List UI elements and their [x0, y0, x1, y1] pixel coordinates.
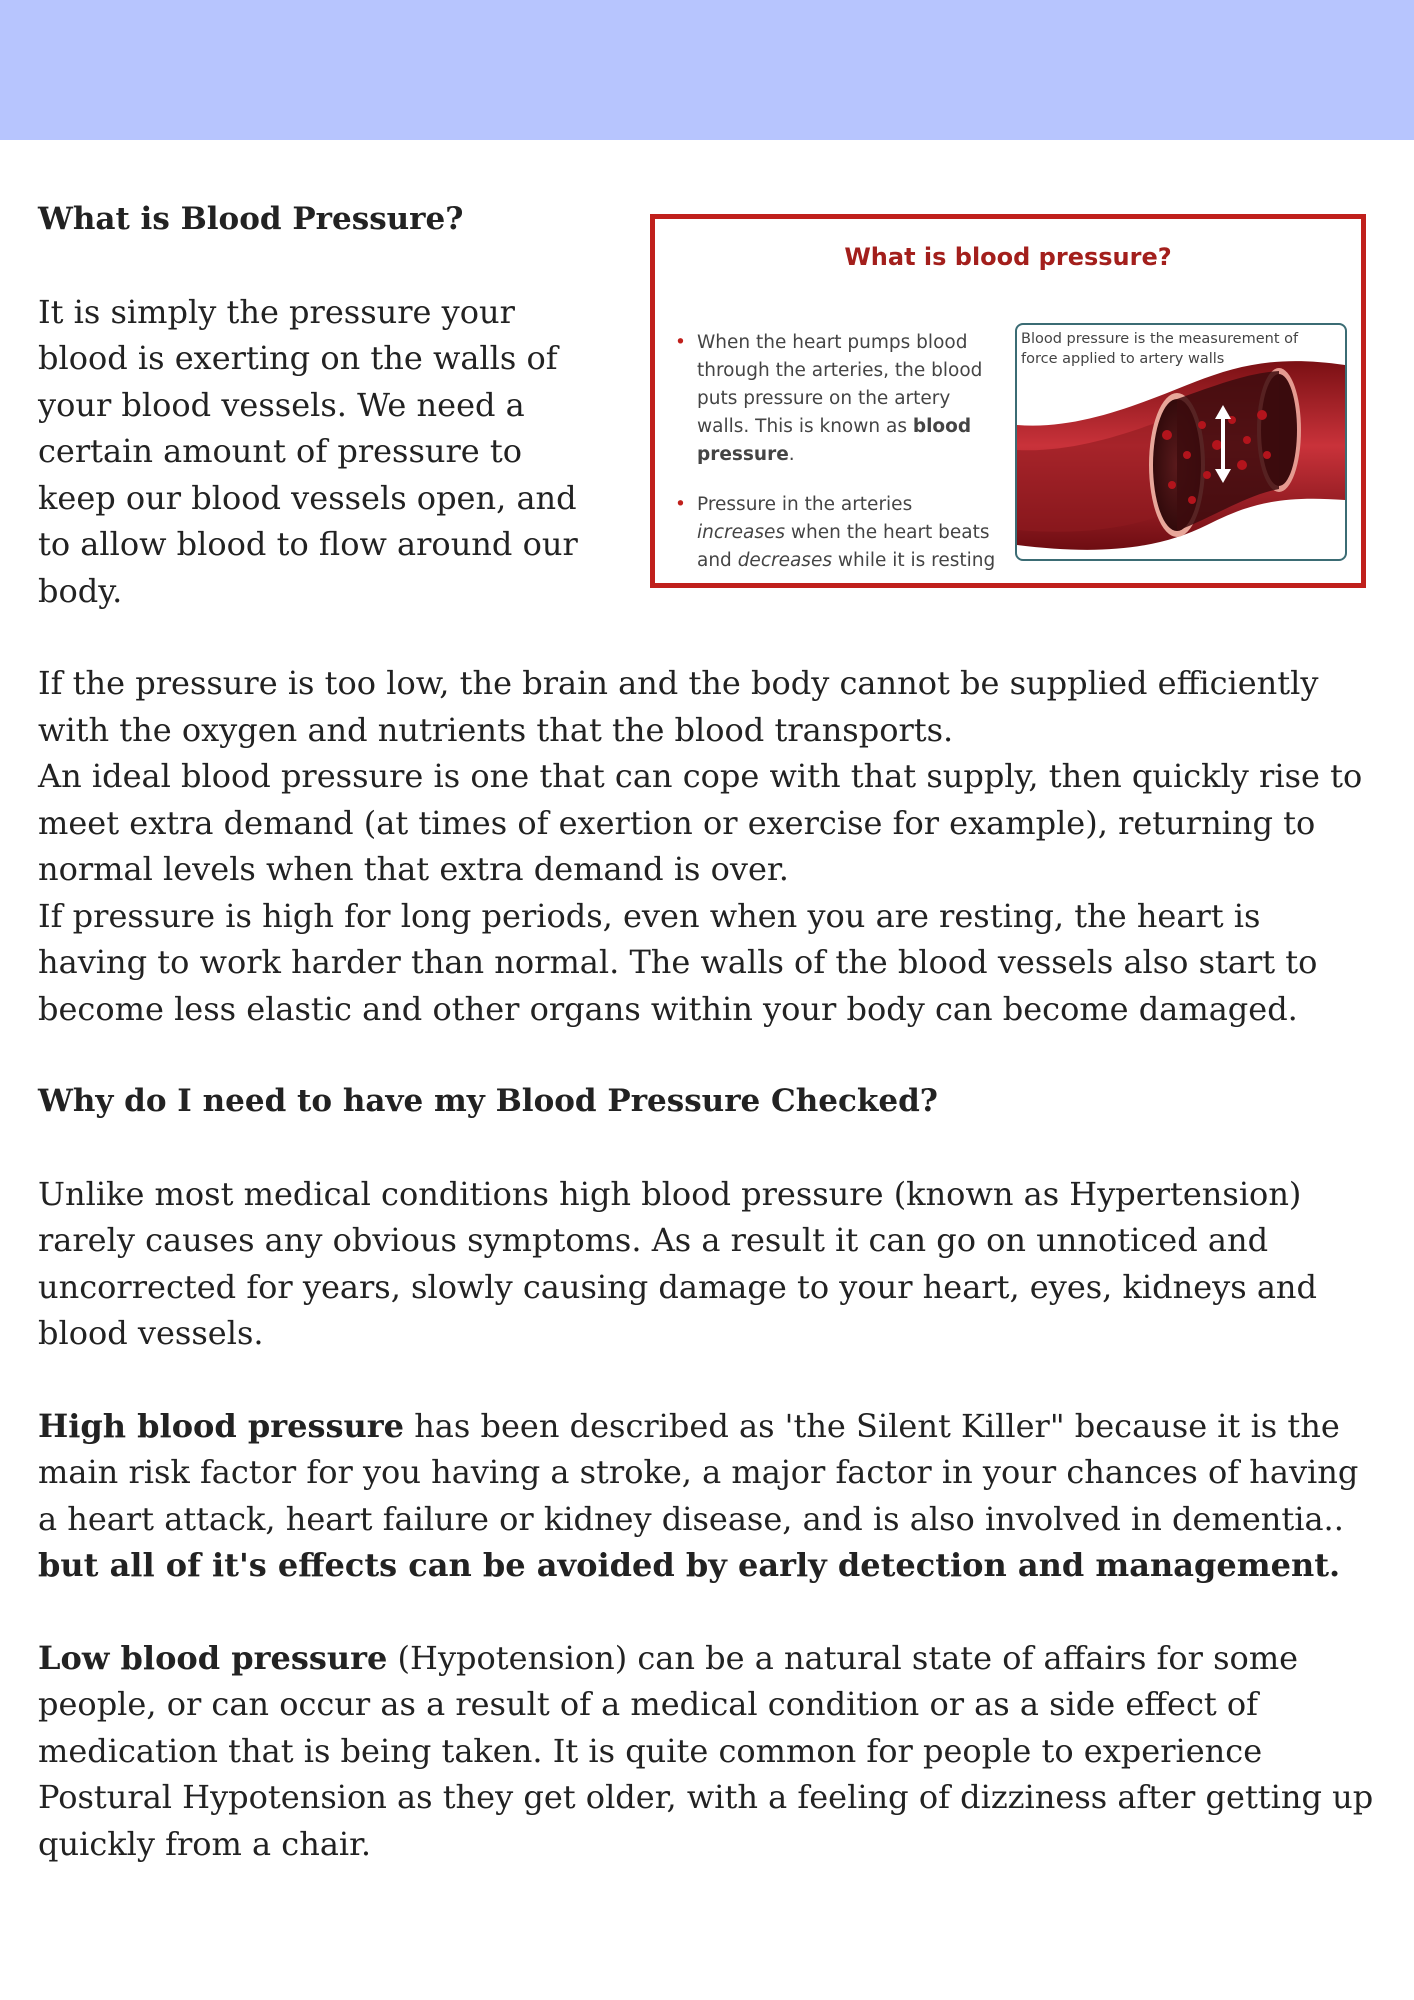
bullet-2-em-1: increases: [697, 522, 786, 543]
header-banner: [0, 0, 1414, 140]
article-body: [38, 196, 1378, 1867]
spacer: [38, 1589, 1378, 1635]
heading-why-check: Why do I need to have my Blood Pressure Checked?: [38, 1083, 938, 1119]
spacer: [38, 243, 1378, 289]
paragraph-hypertension-symptoms: Unlike most medical conditions high blood pressure (known as Hypertension) rarely causes any obvious symptoms. As a result it can go on unnoticed and uncorrected for years, slowly causing damage to your heart, eyes, kidneys and blood vessels.: [38, 1174, 1318, 1352]
bullet-2-em-2: decreases: [737, 550, 832, 571]
high-bp-bold: High blood pressure: [38, 1406, 405, 1445]
figure-title: What is blood pressure?: [844, 243, 1172, 271]
hypotension-text: (Hypotension) can be a natural state of affairs for some people, or can occur as a result of a medical condition or as a side effect of medication that is being taken. It is quite common for people to experience Postural Hypotension as they get older, with a feeling of dizziness after getting up quickly from a chair.: [38, 1638, 1374, 1863]
low-bp-bold: Low blood pressure: [38, 1638, 388, 1677]
bullet-1-end: .: [788, 444, 795, 465]
bullet-1-bold: blood pressure: [697, 416, 972, 465]
bullet-2-text-a: Pressure in the arteries: [697, 494, 913, 515]
paragraph-silent-killer: [38, 1403, 1378, 1589]
spacer: [38, 1357, 1378, 1403]
heading-what-is-blood-pressure: What is Blood Pressure?: [38, 201, 464, 237]
spacer: [38, 1032, 1378, 1078]
paragraph-ideal-pressure: An ideal blood pressure is one that can cope with that supply, then quickly rise to meet extra demand (at times of exertion or exercise for example), returning to normal levels when that extra demand is over.: [38, 757, 1363, 888]
silent-killer-text: has been described as 'the Silent Killer" because it is the main risk factor for you having a stroke, a major factor in your chances of having a heart attack, heart failure or kidney disease, and is also involved in dementia..: [38, 1406, 1359, 1538]
bullet-2-text-b: when the heart beats and: [697, 522, 990, 571]
bullet-2-text-c: while it is resting: [831, 550, 996, 571]
spacer: [38, 614, 1378, 660]
bullet-1-text: When the heart pumps blood through the arteries, the blood puts pressure on the artery walls. This is known as: [697, 332, 983, 437]
paragraph-low-pressure: If the pressure is too low, the brain and the body cannot be supplied efficiently with the oxygen and nutrients that the blood transports.: [38, 664, 1319, 749]
intro-paragraph: It is simply the pressure your blood is exerting on the walls of your blood vessels. We need a certain amount of pressure to keep our blood vessels open, and to allow blood to flow around our body.: [38, 292, 578, 610]
figure-caption: Blood pressure is the measurement of force applied to artery walls: [1021, 331, 1299, 367]
paragraph-high-pressure: If pressure is high for long periods, even when you are resting, the heart is having to work harder than normal. The walls of the blood vessels also start to become less elastic and other organs within your body can become damaged.: [38, 896, 1318, 1028]
paragraph-low-blood-pressure: [38, 1635, 1378, 1868]
spacer: [38, 1125, 1378, 1171]
avoid-effects-bold: but all of it's effects can be avoided by early detection and management.: [38, 1546, 1341, 1584]
